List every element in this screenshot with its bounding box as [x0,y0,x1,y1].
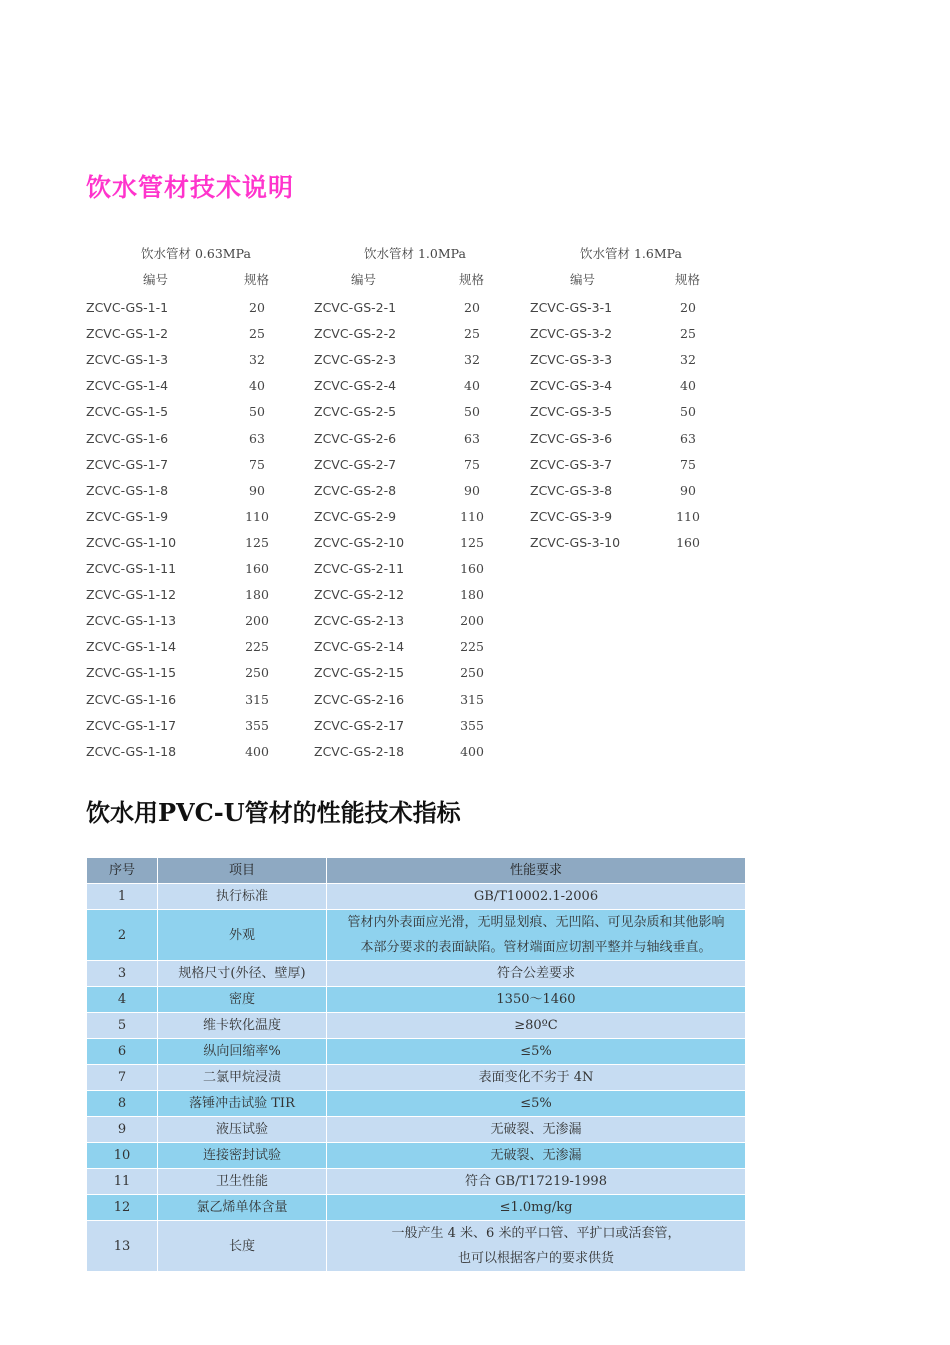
spec-code: ZCVC-GS-3-1 [530,300,613,315]
column-header-size: 规格 [244,272,270,287]
table-row [87,910,746,961]
spec-code: ZCVC-GS-2-8 [314,482,397,498]
requirement-line: 本部分要求的表面缺陷。管材端面应切割平整并与轴线垂直。 [360,940,712,955]
spec-code: ZCVC-GS-2-12 [314,587,405,603]
spec-size: 25 [249,326,265,342]
spec-code: ZCVC-GS-1-4 [86,378,169,394]
spec-size: 50 [464,404,480,420]
spec-code: ZCVC-GS-2-7 [314,456,397,472]
spec-size: 125 [245,534,269,550]
requirement-line: ≤5% [520,1096,552,1111]
requirement-line: 无破裂、无渗漏 [490,1122,582,1137]
cell-no: 3 [87,961,158,987]
spec-code: ZCVC-GS-2-5 [314,404,397,420]
spec-size: 315 [245,691,269,707]
spec-code: ZCVC-GS-2-1 [314,300,397,315]
cell-no: 8 [87,1091,158,1117]
spec-size: 50 [680,404,696,420]
spec-code: ZCVC-GS-1-7 [86,456,169,472]
requirement-line: ≤1.0mg/kg [499,1200,573,1215]
spec-code: ZCVC-GS-2-2 [314,326,397,342]
cell-item: 长度 [158,1221,327,1272]
requirement-line: 一般产生 4 米、6 米的平口管、平扩口或活套管， [391,1226,681,1241]
cell-requirement [327,910,746,961]
cell-no: 1 [87,884,158,910]
column-header-code: 编号 [351,272,377,287]
cell-no: 11 [87,1169,158,1195]
header-no: 序号 [87,858,158,884]
spec-code: ZCVC-GS-2-16 [314,691,405,707]
spec-size: 400 [460,743,484,759]
spec-size: 32 [680,352,696,368]
spec-code: ZCVC-GS-3-3 [530,352,613,368]
spec-code: ZCVC-GS-2-9 [314,508,397,524]
spec-group-title: 饮水管材 1.0MPa [364,246,466,261]
cell-no: 7 [87,1065,158,1091]
requirement-line: GB/T10002.1-2006 [473,889,599,904]
cell-item: 执行标准 [158,884,327,910]
table-row [87,961,746,987]
cell-item: 二氯甲烷浸渍 [158,1065,327,1091]
spec-size: 25 [680,326,696,342]
spec-code: ZCVC-GS-2-13 [314,613,405,629]
spec-code: ZCVC-GS-1-12 [86,587,177,603]
requirement-line: 管材内外表面应光滑，无明显划痕、无凹陷、可见杂质和其他影响 [347,915,725,930]
table-row [87,1117,746,1143]
cell-requirement [327,987,746,1013]
spec-size: 225 [245,639,269,655]
spec-code: ZCVC-GS-1-18 [86,743,177,759]
header-item: 项目 [158,858,327,884]
spec-size: 40 [464,378,480,394]
spec-size: 40 [249,378,265,394]
spec-code: ZCVC-GS-1-11 [86,561,177,576]
cell-no: 6 [87,1039,158,1065]
cell-item: 密度 [158,987,327,1013]
spec-size: 200 [460,613,484,629]
cell-no: 12 [87,1195,158,1221]
spec-code: ZCVC-GS-1-3 [86,352,169,368]
spec-code: ZCVC-GS-1-2 [86,326,169,342]
spec-code: ZCVC-GS-3-2 [530,326,613,342]
spec-size: 75 [249,456,265,472]
spec-code: ZCVC-GS-1-13 [86,613,177,629]
table-row [87,1169,746,1195]
cell-item: 维卡软化温度 [158,1013,327,1039]
spec-code: ZCVC-GS-3-8 [530,482,613,498]
spec-code: ZCVC-GS-1-5 [86,404,169,420]
spec-size: 110 [676,508,700,524]
requirement-line: 也可以根据客户的要求供货 [457,1251,614,1266]
spec-size: 355 [245,717,269,733]
spec-size: 180 [245,587,269,603]
spec-code: ZCVC-GS-2-11 [314,561,405,576]
spec-size: 200 [245,613,269,629]
section-title: 饮水用PVC-U管材的性能技术指标 [86,798,461,827]
spec-size: 355 [460,717,484,733]
spec-code: ZCVC-GS-2-6 [314,430,397,446]
cell-requirement [327,961,746,987]
spec-code: ZCVC-GS-3-10 [530,534,621,550]
spec-size: 160 [676,534,700,550]
spec-size: 63 [680,430,696,446]
table-row [87,1221,746,1272]
header-requirement: 性能要求 [327,858,746,884]
spec-code: ZCVC-GS-1-14 [86,639,177,655]
spec-code: ZCVC-GS-1-6 [86,430,169,446]
requirement-line: ≤5% [520,1044,552,1059]
requirement-line: 符合公差要求 [496,966,575,981]
cell-item: 规格尺寸(外径、壁厚) [158,961,327,987]
spec-code: ZCVC-GS-3-7 [530,456,613,472]
spec-code: ZCVC-GS-2-15 [314,665,405,681]
spec-size: 180 [460,587,484,603]
spec-code: ZCVC-GS-2-4 [314,378,397,394]
spec-size: 400 [245,743,269,759]
cell-no: 10 [87,1143,158,1169]
spec-size: 90 [680,482,696,498]
spec-size: 225 [460,639,484,655]
cell-requirement [327,1195,746,1221]
table-row [87,987,746,1013]
spec-group-title: 饮水管材 1.6MPa [580,246,682,261]
spec-code: ZCVC-GS-2-17 [314,717,405,733]
spec-size: 32 [464,352,480,368]
spec-size: 75 [464,456,480,472]
cell-no: 2 [87,910,158,961]
cell-requirement [327,1039,746,1065]
requirement-line: ≥80ºC [514,1018,558,1033]
table-row [87,1039,746,1065]
spec-size: 20 [464,300,480,315]
requirement-line: 符合 GB/T17219-1998 [465,1174,607,1189]
spec-size: 110 [460,508,484,524]
spec-code: ZCVC-GS-1-16 [86,691,177,707]
requirement-line: 表面变化不劣于 4N [478,1070,594,1085]
cell-requirement [327,884,746,910]
spec-size: 20 [249,300,265,315]
spec-group-title: 饮水管材 0.63MPa [141,246,251,261]
table-row [87,1065,746,1091]
cell-item: 外观 [158,910,327,961]
spec-size: 75 [680,456,696,472]
performance-table [86,857,746,1272]
requirement-line: 1350～1460 [496,992,576,1007]
spec-code: ZCVC-GS-1-1 [86,300,169,315]
table-row [87,1195,746,1221]
spec-code: ZCVC-GS-3-5 [530,404,613,420]
table-header-row [87,858,746,884]
spec-code: ZCVC-GS-2-14 [314,639,405,655]
cell-requirement [327,1169,746,1195]
spec-size: 125 [460,534,484,550]
spec-size: 160 [460,561,484,576]
cell-requirement [327,1013,746,1039]
spec-code: ZCVC-GS-1-17 [86,717,177,733]
column-header-code: 编号 [570,272,596,287]
spec-code: ZCVC-GS-3-4 [530,378,613,394]
spec-size: 250 [460,665,484,681]
cell-item: 氯乙烯单体含量 [158,1195,327,1221]
spec-code: ZCVC-GS-3-6 [530,430,613,446]
spec-code: ZCVC-GS-2-18 [314,743,405,759]
spec-code: ZCVC-GS-2-10 [314,534,405,550]
page-title: 饮水管材技术说明 [86,173,295,202]
spec-code: ZCVC-GS-1-9 [86,508,169,524]
cell-no: 5 [87,1013,158,1039]
cell-requirement [327,1221,746,1272]
cell-item: 连接密封试验 [158,1143,327,1169]
cell-requirement [327,1143,746,1169]
cell-item: 纵向回缩率% [158,1039,327,1065]
spec-size: 250 [245,665,269,681]
cell-no: 13 [87,1221,158,1272]
cell-requirement [327,1117,746,1143]
column-header-size: 规格 [675,272,701,287]
cell-item: 液压试验 [158,1117,327,1143]
spec-size: 90 [464,482,480,498]
column-header-size: 规格 [459,272,485,287]
cell-item: 卫生性能 [158,1169,327,1195]
table-row [87,884,746,910]
spec-size: 315 [460,691,484,707]
column-header-code: 编号 [143,272,169,287]
cell-requirement [327,1065,746,1091]
spec-size: 40 [680,378,696,394]
cell-no: 4 [87,987,158,1013]
spec-size: 32 [249,352,265,368]
spec-code: ZCVC-GS-2-3 [314,352,397,368]
spec-size: 50 [249,404,265,420]
requirement-line: 无破裂、无渗漏 [490,1148,582,1163]
spec-size: 63 [464,430,480,446]
spec-code: ZCVC-GS-1-8 [86,482,169,498]
table-row [87,1013,746,1039]
spec-size: 110 [245,508,269,524]
spec-code: ZCVC-GS-3-9 [530,508,613,524]
spec-size: 25 [464,326,480,342]
cell-item: 落锤冲击试验 TIR [158,1091,327,1117]
spec-code: ZCVC-GS-1-10 [86,534,177,550]
cell-no: 9 [87,1117,158,1143]
spec-size: 20 [680,300,696,315]
spec-code: ZCVC-GS-1-15 [86,665,177,681]
spec-size: 160 [245,561,269,576]
table-row [87,1091,746,1117]
spec-size: 63 [249,430,265,446]
spec-size: 90 [249,482,265,498]
table-row [87,1143,746,1169]
cell-requirement [327,1091,746,1117]
